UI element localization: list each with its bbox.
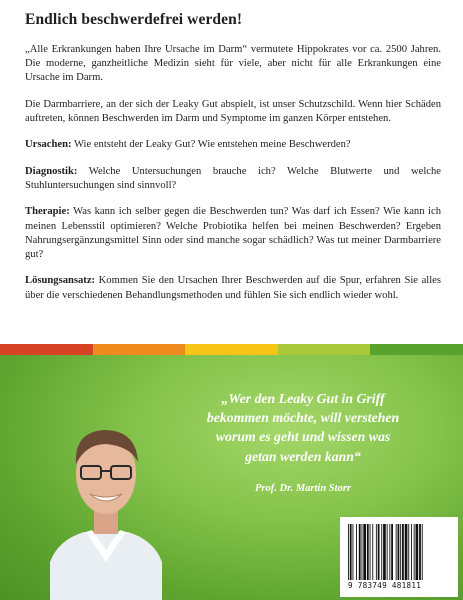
paragraph-barrier: Die Darmbarriere, an der sich der Leaky Gut abspielt, ist unser Schutzschild. Wenn hier Schäden auftreten, können Beschwerden im Darm und Symptome im ganzen Körper entstehen. — [25, 98, 441, 124]
color-stripe — [0, 344, 463, 355]
quote-line-3: worum es geht und wissen was — [215, 429, 391, 445]
barcode-bars — [348, 524, 450, 580]
text-therapy: Was kann ich selber gegen die Beschwerden tun? Was darf ich Essen? Wie kann ich meinen Lebensstil optimieren? Welche Probiotika helfen bei meinen Beschwerden? Ergeben Nahrungsergänzungsmittel Sinn oder sind manche sogar schädlich? Was tut meiner Darmbarriere gut? — [25, 206, 441, 260]
paragraph-diagnostics — [25, 165, 441, 193]
text-solution: Kommen Sie den Ursachen Ihrer Beschwerden auf die Spur, erfahren Sie alles über die verschiedenen Behandlungsmethoden und fühlen Sie sich endlich wieder wohl. — [25, 275, 441, 301]
label-diagnostics: Diagnostik: — [25, 165, 78, 177]
stripe-segment-orange — [93, 344, 186, 355]
stripe-segment-green — [370, 344, 463, 355]
quote-author: Prof. Dr. Martin Storr — [255, 483, 351, 494]
barcode-number: 9 783749 481811 — [348, 581, 422, 590]
paragraph-intro: „Alle Erkrankungen haben Ihre Ursache im Darm“ vermutete Hippokrates vor ca. 2500 Jahren. Die moderne, ganzheitliche Medizin sieht für viele, aber nicht für alle Erkrankungen eine Ursache im Darm. — [25, 44, 441, 84]
quote-line-4: getan werden kann“ — [245, 448, 361, 464]
label-causes: Ursachen: — [25, 139, 72, 151]
barcode — [340, 517, 458, 597]
stripe-segment-red — [0, 344, 93, 355]
text-causes: Wie entsteht der Leaky Gut? Wie entstehen meine Beschwerden? — [71, 139, 351, 151]
quote-line-2: bekommen möchte, will verstehen — [206, 410, 400, 426]
paragraph-therapy — [25, 205, 441, 262]
stripe-segment-yellow — [185, 344, 278, 355]
author-portrait — [50, 412, 162, 600]
label-solution: Lösungsansatz: — [25, 275, 96, 287]
headline: Endlich beschwerdefrei werden! — [25, 11, 243, 28]
description-text — [25, 11, 441, 315]
quote-line-1: „Wer den Leaky Gut in Griff — [221, 391, 385, 406]
text-diagnostics: Welche Untersuchungen brauche ich? Welche Blutwerte und welche Stuhluntersuchungen sind sinnvoll? — [25, 165, 441, 191]
paragraph-causes — [25, 138, 441, 152]
quote — [160, 389, 446, 466]
stripe-segment-lightgreen — [278, 344, 371, 355]
portrait-shoulders — [50, 532, 162, 600]
paragraph-solution — [25, 274, 441, 302]
label-therapy: Therapie: — [25, 206, 70, 218]
